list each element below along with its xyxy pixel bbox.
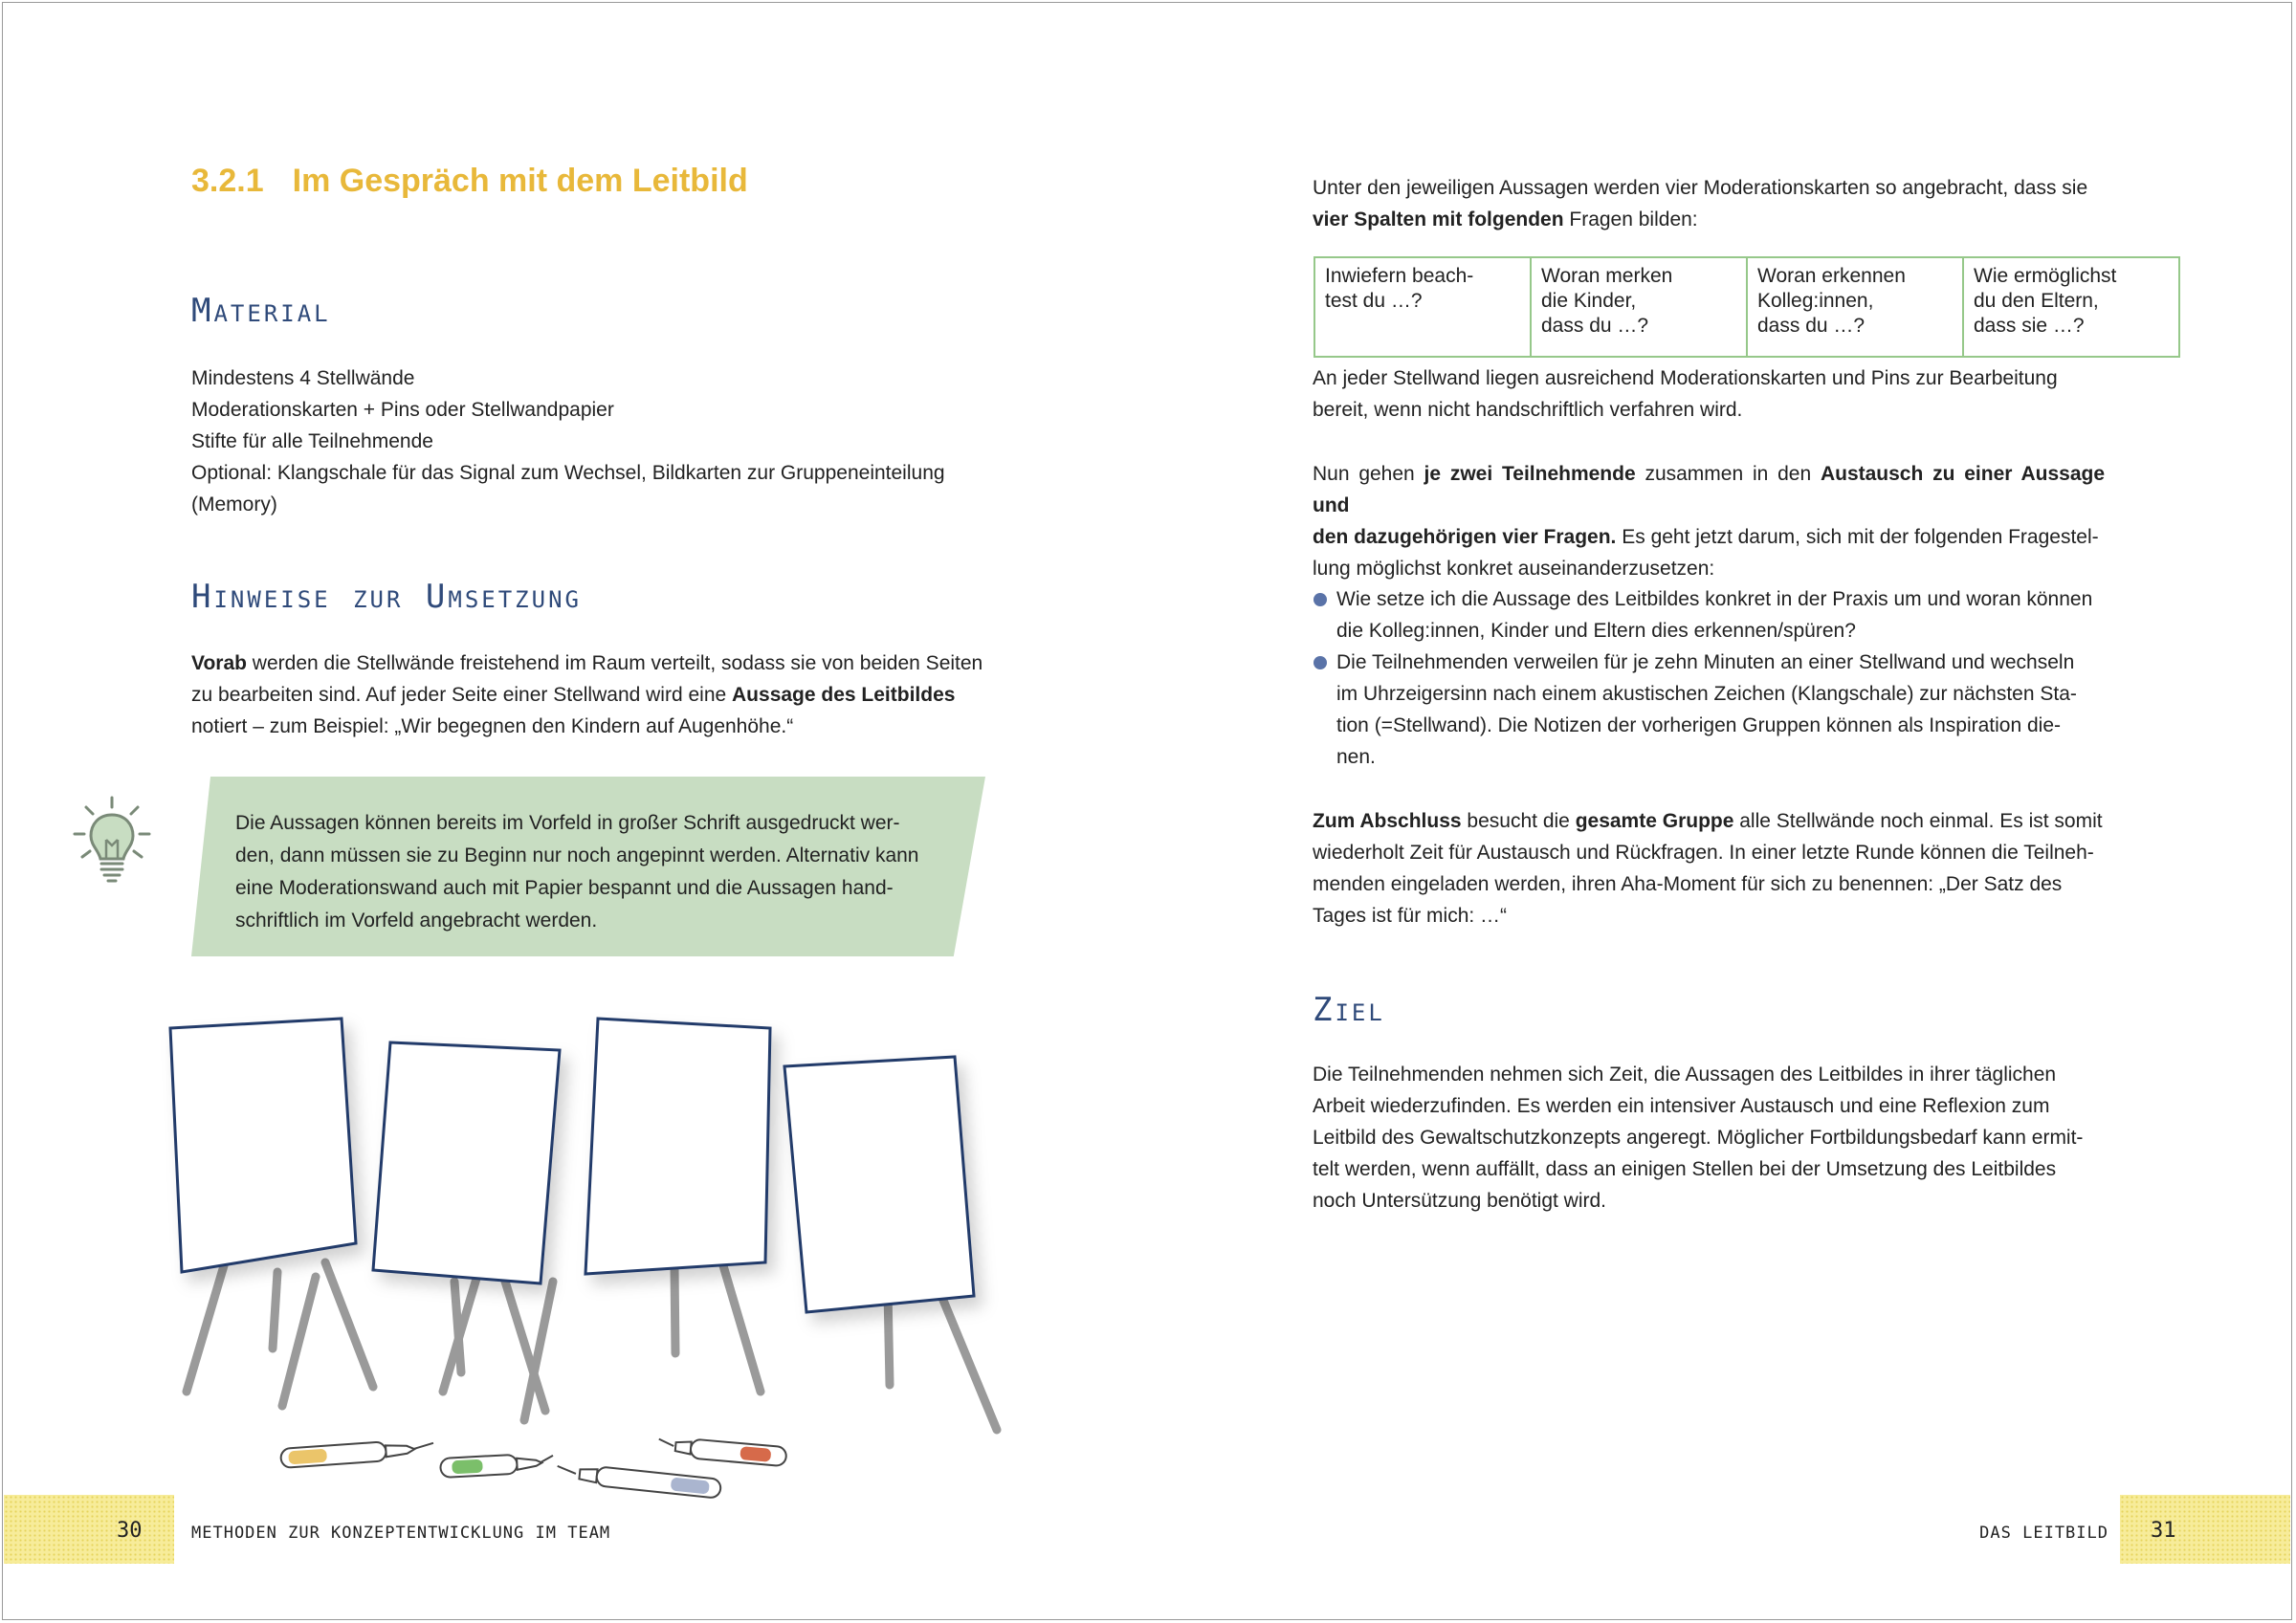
material-note-line: An jeder Stellwand liegen ausreichend Moderationskarten und Pins zur Bearbeitung xyxy=(1313,367,2058,389)
abschluss-line: wiederholt Zeit für Austausch und Rückfragen. In einer letzte Runde können die Teilneh- xyxy=(1313,842,2094,864)
pair-bold: den dazugehörigen vier Fragen. xyxy=(1313,526,1617,548)
abschluss-bold: Zum Abschluss xyxy=(1313,810,1462,832)
pair-text: Nun gehen xyxy=(1313,463,1424,485)
bullet-dot xyxy=(1314,656,1327,669)
lightbulb-icon xyxy=(69,796,155,884)
hinweise-heading: Hinweise zur Umsetzung xyxy=(191,578,582,616)
question-cell xyxy=(1314,257,1531,357)
abschluss-line: menden eingeladen werden, ihren Aha-Moment für sich zu benennen: „Der Satz des xyxy=(1313,873,2063,895)
tip-line: schriftlich im Vorfeld angebracht werden. xyxy=(235,910,598,932)
pair-text: Es geht jetzt darum, sich mit der folgenden Fragestel- xyxy=(1616,526,2099,548)
bullet-line: tion (=Stellwand). Die Notizen der vorherigen Gruppen können als Inspiration die- xyxy=(1336,714,2062,736)
footer-page-box-right xyxy=(2120,1495,2290,1564)
material-item: (Memory) xyxy=(191,493,277,515)
intro-bold: vier Spalten mit folgenden xyxy=(1313,208,1564,230)
bullet-line: Die Teilnehmenden verweilen für je zehn Minuten an einer Stellwand und wechseln xyxy=(1336,651,2075,673)
question-line: dass du …? xyxy=(1757,315,1866,337)
material-item: Mindestens 4 Stellwände xyxy=(191,367,415,389)
material-note-line: bereit, wenn nicht handschriftlich verfahren wird. xyxy=(1313,399,1743,421)
pair-bold: je zwei Teilnehmende xyxy=(1424,463,1636,485)
ziel-line: noch Untersützung benötigt wird. xyxy=(1313,1190,1607,1212)
footer-page-box-left xyxy=(4,1495,174,1564)
intro-line: Unter den jeweiligen Aussagen werden vier Moderationskarten so angebracht, dass sie xyxy=(1313,177,2088,199)
hinweise-text: notiert – zum Beispiel: „Wir begegnen den Kindern auf Augenhöhe.“ xyxy=(191,715,794,737)
material-heading: Material xyxy=(191,292,331,330)
material-item: Moderationskarten + Pins oder Stellwandpapier xyxy=(191,399,614,421)
bullet-line: nen. xyxy=(1336,746,1376,768)
pair-bold: Austausch zu einer Aussage und xyxy=(1313,463,2105,516)
question-cell xyxy=(1747,257,1963,357)
question-line: Woran erkennen xyxy=(1757,265,1906,287)
question-line: test du …? xyxy=(1325,290,1423,312)
page-number-left: 30 xyxy=(117,1519,143,1543)
bullet-dot xyxy=(1314,593,1327,606)
question-cell xyxy=(1963,257,2179,357)
hinweise-paragraph xyxy=(191,647,985,742)
intro-rest: Fragen bilden: xyxy=(1563,208,1698,230)
hinweise-text: werden die Stellwände freistehend im Raum verteilt, sodass sie von beiden Seiten xyxy=(246,652,983,674)
abschluss-text: besucht die xyxy=(1461,810,1576,832)
question-line: die Kinder, xyxy=(1541,290,1637,312)
abschluss-bold: gesamte Gruppe xyxy=(1575,810,1734,832)
abschluss-line: Tages ist für mich: …“ xyxy=(1313,905,1508,927)
pair-text: lung möglichst konkret auseinanderzusetzen: xyxy=(1313,558,1715,580)
running-header-left: METHODEN ZUR KONZEPTENTWICKLUNG IM TEAM xyxy=(191,1524,611,1543)
ziel-paragraph xyxy=(1313,1059,2105,1217)
tip-line: eine Moderationswand auch mit Papier bespannt und die Aussagen hand- xyxy=(235,877,894,899)
hinweise-text: zu bearbeiten sind. Auf jeder Seite einer Stellwand wird eine xyxy=(191,684,733,706)
intro-paragraph xyxy=(1313,172,2105,235)
question-line: dass sie …? xyxy=(1974,315,2085,337)
running-header-right: DAS LEITBILD xyxy=(1979,1524,2108,1543)
ziel-line: telt werden, wenn auffällt, dass an einigen Stellen bei der Umsetzung des Leitbildes xyxy=(1313,1158,2057,1180)
bullet-line: Wie setze ich die Aussage des Leitbildes konkret in der Praxis um und woran können xyxy=(1336,588,2093,610)
bullet-item xyxy=(1336,583,2105,647)
bullet-item xyxy=(1336,647,2105,773)
abschluss-paragraph xyxy=(1313,805,2105,932)
pair-text: zusammen in den xyxy=(1635,463,1821,485)
tip-text xyxy=(235,807,943,937)
question-line: Inwiefern beach- xyxy=(1325,265,1474,287)
tip-line: Die Aussagen können bereits im Vorfeld in großer Schrift ausgedruckt wer- xyxy=(235,812,900,834)
question-line: Kolleg:innen, xyxy=(1757,290,1874,312)
page-number-right: 31 xyxy=(2151,1519,2176,1543)
question-cell xyxy=(1531,257,1747,357)
marker-pen-illustration xyxy=(273,1430,808,1506)
section-number: 3.2.1 xyxy=(191,163,264,199)
bullet-line: die Kolleg:innen, Kinder und Eltern dies erkennen/spüren? xyxy=(1336,620,1856,642)
hinweise-bold-aussage: Aussage des Leitbildes xyxy=(732,684,956,706)
bullet-line: im Uhrzeigersinn nach einem akustischen Zeichen (Klangschale) zur nächsten Sta- xyxy=(1336,683,2077,705)
ziel-line: Leitbild des Gewaltschutzkonzepts angeregt. Möglicher Fortbildungsbedarf kann ermit- xyxy=(1313,1127,2084,1149)
tip-line: den, dann müssen sie zu Beginn nur noch angepinnt werden. Alternativ kann xyxy=(235,844,919,866)
material-item: Optional: Klangschale für das Signal zum Wechsel, Bildkarten zur Gruppeneinteilung xyxy=(191,462,945,484)
section-title-text: Im Gespräch mit dem Leitbild xyxy=(292,163,748,199)
questions-table xyxy=(1314,256,2180,358)
question-line: Wie ermöglichst xyxy=(1974,265,2117,287)
material-item: Stifte für alle Teilnehmende xyxy=(191,430,433,452)
ziel-line: Arbeit wiederzufinden. Es werden ein intensiver Austausch und eine Reflexion zum xyxy=(1313,1095,2050,1117)
table-row xyxy=(1314,257,2179,357)
ziel-heading: Ziel xyxy=(1313,991,1385,1029)
question-line: dass du …? xyxy=(1541,315,1649,337)
abschluss-text: alle Stellwände noch einmal. Es ist somit xyxy=(1733,810,2103,832)
material-note xyxy=(1313,362,2105,426)
flipchart-illustration xyxy=(153,1004,1014,1502)
pair-paragraph xyxy=(1313,458,2105,584)
section-title xyxy=(191,163,748,200)
material-list xyxy=(191,362,985,520)
question-line: Woran merken xyxy=(1541,265,1673,287)
hinweise-bold-vorab: Vorab xyxy=(191,652,247,674)
question-line: du den Eltern, xyxy=(1974,290,2099,312)
ziel-line: Die Teilnehmenden nehmen sich Zeit, die Aussagen des Leitbildes in ihrer täglichen xyxy=(1313,1064,2057,1086)
